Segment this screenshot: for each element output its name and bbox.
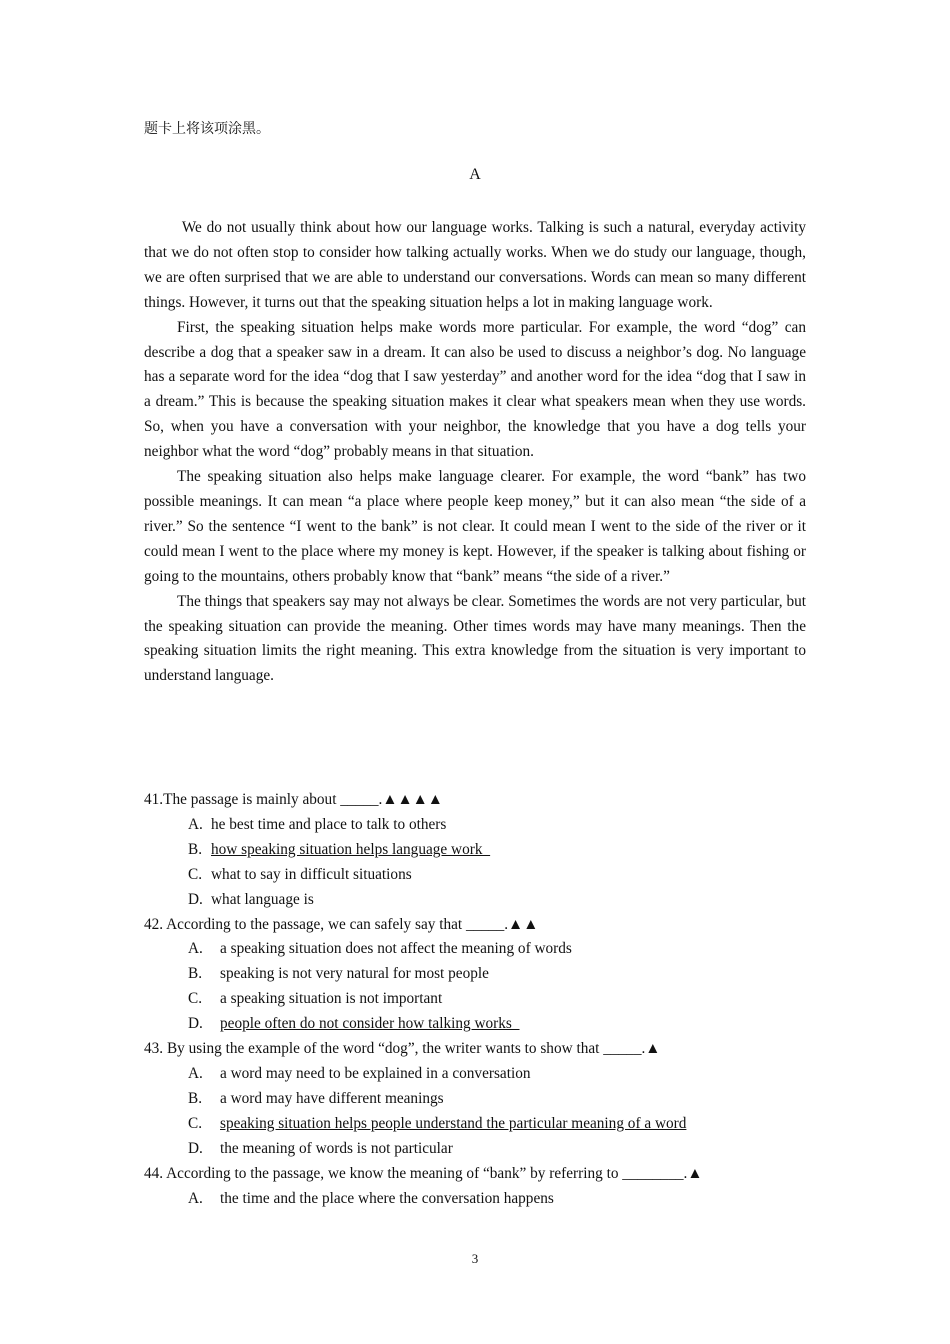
option-b: [144, 1087, 824, 1112]
question-43: [144, 1037, 824, 1162]
question-42: [144, 913, 824, 1038]
option-a: [144, 937, 824, 962]
paragraph: We do not usually think about how our language works. Talking is such a natural, everyday activity that we do not often stop to consider how talking actually works. When we do study our language, though, we are often surprised that we are able to understand our conversations. Words can mean so many different things. However, it turns out that the speaking situation helps a lot in making language work.: [144, 219, 810, 311]
option-a: [144, 1187, 824, 1212]
option-text: a speaking situation does not affect the meaning of words: [220, 940, 572, 958]
option-text: people often do not consider how talking works: [220, 1015, 520, 1033]
reading-passage: [144, 216, 810, 689]
option-letter: C.: [188, 1114, 203, 1132]
paragraph: First, the speaking situation helps make words more particular. For example, the word “dog” can describe a dog that a speaker saw in a dream. It can also be used to discuss a neighbor’s dog. No language has a separate word for the idea “dog that I saw yesterday” and another word for the idea “dog that I saw in a dream.” This is because the speaking situation makes it clear what speakers mean when they use words. So, when you have a conversation with your neighbor, the knowledge that you have a dog tells your neighbor what the word “dog” probably means in that situation.: [144, 318, 806, 461]
header-instruction: 题卡上将该项涂黑。: [144, 121, 270, 137]
option-text: a word may have different meanings: [220, 1089, 444, 1107]
option-b-answer: [144, 838, 824, 863]
option-c: [144, 863, 824, 888]
question-list: [144, 788, 824, 1211]
option-text: speaking situation helps people understand the particular meaning of a word: [220, 1114, 687, 1132]
option-letter: A.: [188, 1189, 203, 1207]
question-stem: 43. By using the example of the word “dog”, the writer wants to show that _____.▲: [144, 1040, 661, 1058]
option-letter: B.: [188, 1089, 203, 1107]
page-number: 3: [471, 1251, 479, 1266]
paragraph: The speaking situation also helps make language clearer. For example, the word “bank” has two possible meanings. It can mean “a place where people keep money,” but it can also mean “the side of a river.” So the sentence “I went to the bank” is not clear. It could mean I went to the side of the river or it could mean I went to the place where my money is kept. However, if the speaker is talking about fishing or going to the mountains, others probably know that “bank” means “the side of a river.”: [144, 468, 806, 585]
option-c: [144, 987, 824, 1012]
option-d-answer: [144, 1012, 824, 1037]
option-letter: A.: [188, 815, 203, 833]
option-text: how speaking situation helps language work: [211, 840, 491, 858]
option-text: the meaning of words is not particular: [220, 1139, 453, 1157]
option-a: [144, 1062, 824, 1087]
option-letter: D.: [188, 1015, 203, 1033]
option-letter: A.: [188, 1064, 203, 1082]
option-d: [144, 888, 824, 913]
option-c-answer: [144, 1112, 824, 1137]
option-text: a speaking situation is not important: [220, 990, 443, 1008]
option-a: [144, 813, 824, 838]
option-letter: D.: [188, 1139, 203, 1157]
section-title: A: [469, 166, 481, 183]
option-text: the time and the place where the conversation happens: [220, 1189, 554, 1207]
option-text: he best time and place to talk to others: [211, 815, 447, 833]
question-41: [144, 788, 824, 913]
question-stem: 42. According to the passage, we can safely say that _____.▲▲: [144, 915, 539, 933]
option-text: a word may need to be explained in a conversation: [220, 1064, 531, 1082]
option-letter: A.: [188, 940, 203, 958]
question-44: [144, 1162, 824, 1212]
option-d: [144, 1137, 824, 1162]
option-letter: C.: [188, 990, 203, 1008]
option-text: what to say in difficult situations: [211, 865, 412, 883]
option-letter: B.: [188, 840, 203, 858]
paragraph: The things that speakers say may not always be clear. Sometimes the words are not very particular, but the speaking situation can provide the meaning. Other times words may have many meanings. Then the speaking situation limits the right meaning. This extra knowledge from the situation is very important to understand language.: [144, 592, 806, 685]
option-letter: C.: [188, 865, 203, 883]
option-b: [144, 962, 824, 987]
question-stem: 44. According to the passage, we know the meaning of “bank” by referring to ________.▲: [144, 1164, 703, 1182]
option-text: what language is: [211, 890, 314, 908]
question-stem: 41.The passage is mainly about _____.▲▲▲▲: [144, 791, 443, 808]
option-text: speaking is not very natural for most people: [220, 965, 489, 983]
option-letter: D.: [188, 890, 203, 908]
option-letter: B.: [188, 965, 203, 983]
